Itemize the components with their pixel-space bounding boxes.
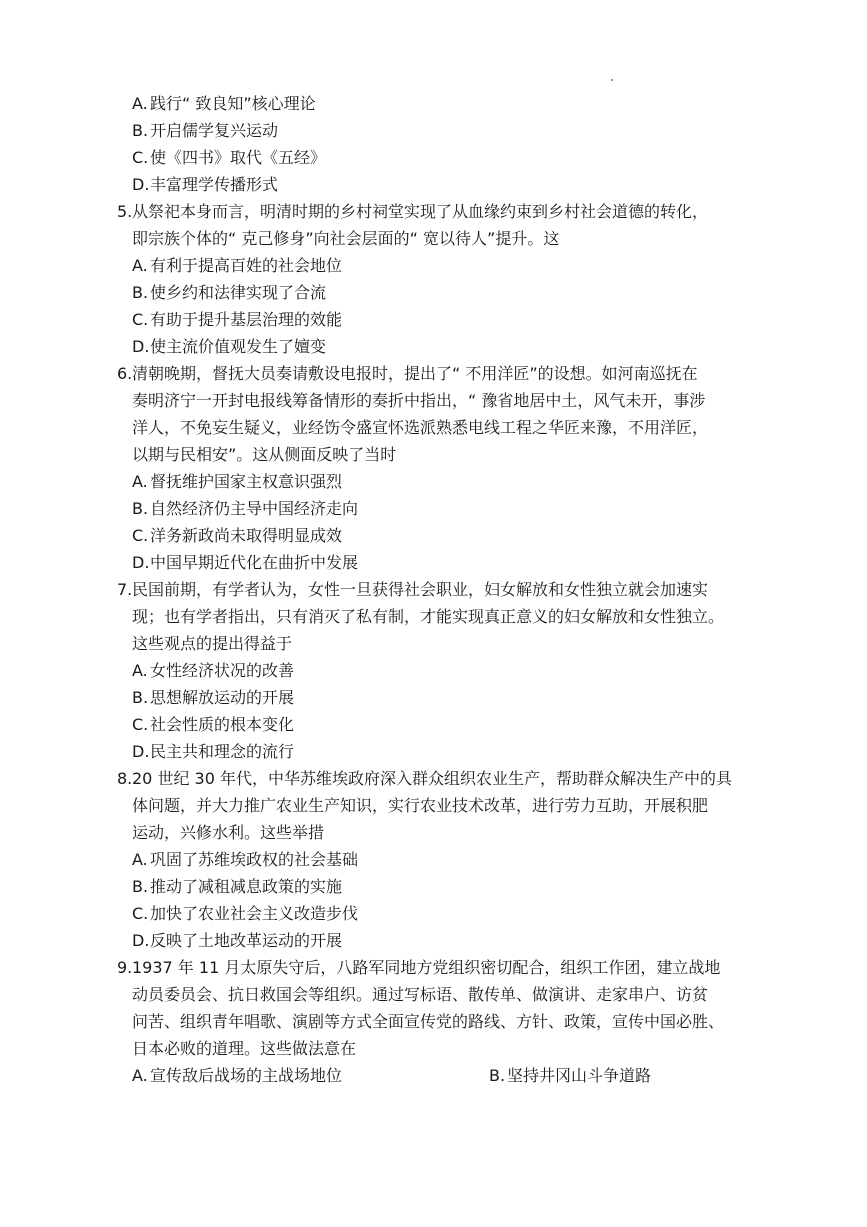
stem-line: 运动，兴修水利。这些举措	[132, 823, 325, 842]
option-4-b[interactable]	[117, 117, 777, 144]
question-5	[117, 198, 777, 360]
option-text: 推动了减租减息政策的实施	[150, 877, 343, 896]
option-6-b[interactable]	[117, 495, 777, 522]
option-9-b[interactable]	[474, 1062, 651, 1089]
stem-line: 民国前期，有学者认为，女性一旦获得社会职业，妇女解放和女性独立就会加速实	[132, 580, 709, 599]
option-text: 女性经济状况的改善	[150, 661, 295, 680]
option-text: 使《四书》取代《五经》	[150, 148, 327, 167]
option-row	[117, 1062, 777, 1089]
question-list	[117, 90, 777, 1089]
question-stem	[117, 576, 777, 603]
question-number: 8.	[117, 769, 133, 788]
option-letter: B.	[132, 121, 149, 140]
option-8-b[interactable]	[117, 873, 777, 900]
option-letter: A.	[132, 472, 148, 491]
question-stem	[117, 765, 777, 792]
stem-line: 现；也有学者指出，只有消灭了私有制，才能实现真正意义的妇女解放和女性独立。	[132, 607, 725, 626]
option-text: 加快了农业社会主义改造步伐	[150, 904, 359, 923]
option-letter: D.	[132, 175, 150, 194]
option-text: 民主共和理念的流行	[150, 742, 295, 761]
stem-line: 这些观点的提出得益于	[132, 634, 293, 653]
option-letter: C.	[132, 715, 149, 734]
question-4-options	[117, 90, 777, 198]
option-letter: C.	[132, 310, 149, 329]
option-text: 反映了土地改革运动的开展	[150, 931, 343, 950]
stem-line: 洋人，不免妄生疑义，业经饬令盛宣怀选派熟悉电线工程之华匠来豫，不用洋匠，	[132, 418, 709, 437]
option-letter: C.	[132, 148, 149, 167]
stem-line: 以期与民相安”。这从侧面反映了当时	[132, 445, 397, 464]
option-letter: A.	[132, 94, 148, 113]
stem-line: 日本必败的道理。这些做法意在	[132, 1039, 357, 1058]
stem-line: 问苦、组织青年唱歌、演剧等方式全面宣传党的路线、方针、政策，宣传中国必胜、	[132, 1012, 725, 1031]
stem-line: 动员委员会、抗日救国会等组织。通过写标语、散传单、做演讲、走家串户、访贫	[132, 985, 709, 1004]
option-letter: B.	[132, 877, 149, 896]
option-5-d[interactable]	[117, 333, 777, 360]
option-text: 坚持井冈山斗争道路	[507, 1066, 652, 1085]
option-letter: A.	[132, 661, 148, 680]
question-stem	[117, 954, 777, 981]
option-4-c[interactable]	[117, 144, 777, 171]
question-7	[117, 576, 777, 765]
option-5-c[interactable]	[117, 306, 777, 333]
option-text: 有利于提高百姓的社会地位	[150, 256, 343, 275]
stem-line: 从祭祀本身而言，明清时期的乡村祠堂实现了从血缘约束到乡村社会道德的转化，	[132, 202, 709, 221]
option-letter: A.	[132, 850, 148, 869]
option-text: 开启儒学复兴运动	[150, 121, 279, 140]
option-6-a[interactable]	[117, 468, 777, 495]
stem-line: 1937 年 11 月太原失守后，八路军同地方党组织密切配合，组织工作团，建立战地	[132, 958, 721, 977]
option-letter: B.	[132, 283, 149, 302]
question-6	[117, 360, 777, 576]
option-letter: C.	[132, 526, 149, 545]
scan-dot	[611, 79, 613, 81]
option-letter: D.	[132, 337, 150, 356]
option-7-a[interactable]	[117, 657, 777, 684]
option-text: 督抚维护国家主权意识强烈	[150, 472, 343, 491]
question-9	[117, 954, 777, 1089]
option-text: 洋务新政尚未取得明显成效	[150, 526, 343, 545]
option-letter: A.	[132, 1066, 148, 1085]
option-8-d[interactable]	[117, 927, 777, 954]
option-5-a[interactable]	[117, 252, 777, 279]
question-number: 9.	[117, 958, 133, 977]
option-text: 践行“ 致良知”核心理论	[150, 94, 316, 113]
stem-line: 奏明济宁一开封电报线筹备情形的奏折中指出，“ 豫省地居中土，风气未开，事涉	[132, 391, 706, 410]
stem-line: 清朝晚期，督抚大员奏请敷设电报时，提出了“ 不用洋匠”的设想。如河南巡抚在	[132, 364, 698, 383]
option-text: 思想解放运动的开展	[150, 688, 295, 707]
option-text: 巩固了苏维埃政权的社会基础	[150, 850, 359, 869]
option-4-d[interactable]	[117, 171, 777, 198]
option-5-b[interactable]	[117, 279, 777, 306]
question-stem	[117, 198, 777, 225]
option-7-d[interactable]	[117, 738, 777, 765]
question-stem	[117, 360, 777, 387]
option-4-a[interactable]	[117, 90, 777, 117]
option-text: 使乡约和法律实现了合流	[150, 283, 327, 302]
stem-line: 即宗族个体的“ 克己修身”向社会层面的“ 宽以待人”提升。这	[132, 229, 560, 248]
option-letter: D.	[132, 742, 150, 761]
option-7-c[interactable]	[117, 711, 777, 738]
option-letter: B.	[132, 688, 149, 707]
question-number: 7.	[117, 580, 133, 599]
option-letter: A.	[132, 256, 148, 275]
question-8	[117, 765, 777, 954]
option-8-c[interactable]	[117, 900, 777, 927]
stem-line: 20 世纪 30 年代，中华苏维埃政府深入群众组织农业生产，帮助群众解决生产中的具	[132, 769, 732, 788]
option-letter: D.	[132, 553, 150, 572]
option-text: 社会性质的根本变化	[150, 715, 295, 734]
option-letter: B.	[489, 1066, 506, 1085]
option-text: 中国早期近代化在曲折中发展	[150, 553, 359, 572]
option-text: 自然经济仍主导中国经济走向	[150, 499, 359, 518]
option-text: 使主流价值观发生了嬗变	[150, 337, 327, 356]
option-9-a[interactable]	[117, 1062, 342, 1089]
option-8-a[interactable]	[117, 846, 777, 873]
option-letter: B.	[132, 499, 149, 518]
option-letter: D.	[132, 931, 150, 950]
option-text: 有助于提升基层治理的效能	[150, 310, 343, 329]
option-letter: C.	[132, 904, 149, 923]
option-text: 宣传敌后战场的主战场地位	[150, 1066, 343, 1085]
option-6-d[interactable]	[117, 549, 777, 576]
stem-line: 体问题，并大力推广农业生产知识，实行农业技术改革，进行劳力互助，开展积肥	[132, 796, 709, 815]
question-number: 6.	[117, 364, 133, 383]
option-text: 丰富理学传播形式	[150, 175, 279, 194]
option-6-c[interactable]	[117, 522, 777, 549]
question-number: 5.	[117, 202, 133, 221]
option-7-b[interactable]	[117, 684, 777, 711]
